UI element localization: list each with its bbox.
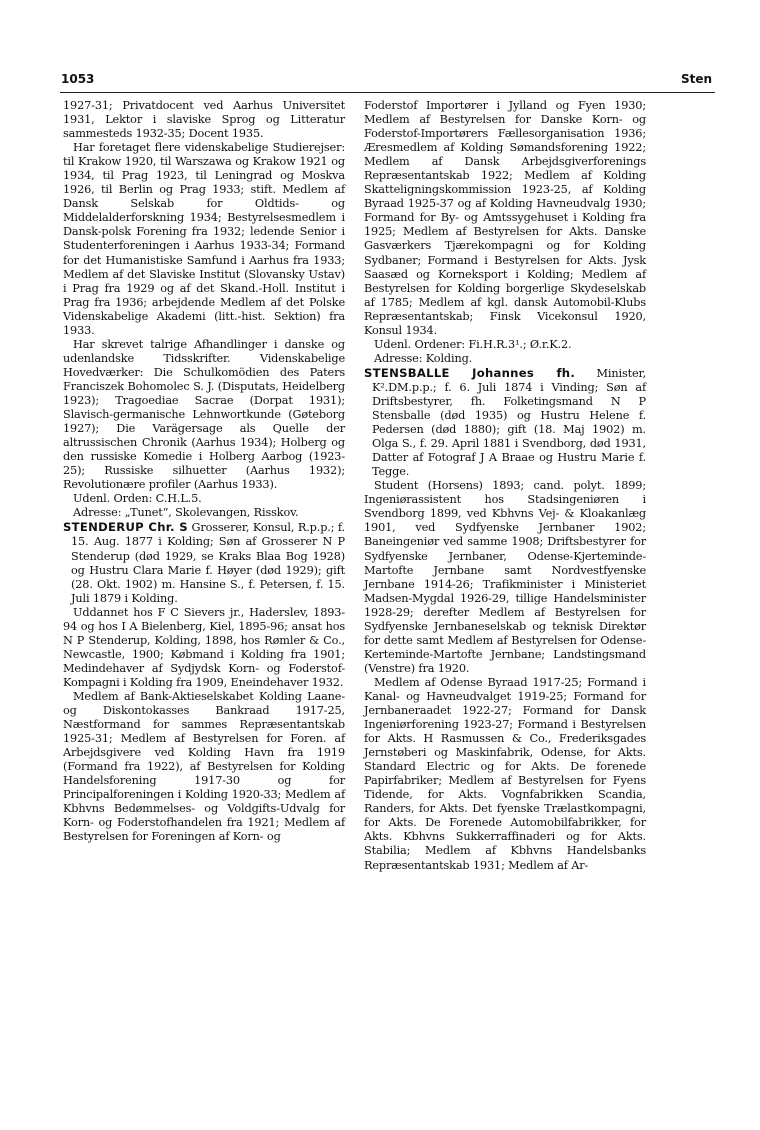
right-column [364, 99, 646, 873]
entry-stenderup-text: Grosserer, Konsul, R.p.p.; f. 15. Aug. 1877 i Kolding; Søn af Grosserer N P Stenderup (død 1929, se Kraks Blaa Bog 1928) og Hustru Clara Marie f. Høyer (død 1929); gift (28. Okt. 1902) m. Hansine S., f. Petersen, f. 15. Juli 1879 i Kolding. [71, 521, 345, 605]
right-address: Adresse: Kolding. [374, 351, 473, 365]
left-orders: Udenl. Orden: C.H.L.5. [73, 492, 202, 506]
entry-stenderup [63, 520, 345, 605]
headword-stensballe: STENSBALLE Johannes fh. [364, 365, 576, 380]
right-paragraph-1: Foderstof Importører i Jylland og Fyen 1930; Medlem af Bestyrelsen for Danske Korn- og Foderstof-Importørers Fællesorganisation 1936; Æresmedlem af Kolding Sømandsforening 1922; Medlem af Dansk Arbejdsgiverforenings Repræsentantskab 1922; Medlem af Kolding Skatteligningskommission 1923-25, af Kolding Byraad 1925-37 og af Kolding Havneudvalg 1930; Formand for By- og Amtssygehuset i Kolding fra 1925; Medlem af Bestyrelsen for Akts. Danske Gasværkers Tjærekompagni og for Kolding Sydbaner; Formand i Bestyrelsen for Akts. Jysk Saasæd og Korneksport i Kolding; Medlem af Bestyrelsen for Kolding borgerlige Skydeselskab af 1785; Medlem af kgl. dansk Automobil-Klubs Repræsentantskab; Finsk Vicekonsul 1920, Konsul 1934. [364, 99, 646, 337]
left-column [63, 99, 345, 844]
entry-stensballe-text: Minister, K².DM.p.p.; f. 6. Juli 1874 i Vinding; Søn af Driftsbestyrer, fh. Folketingsmand N P Stensballe (død 1935) og Hustru Helene f. Pedersen (død 1880); gift (18. Maj 1902) m. Olga S., f. 29. April 1881 i Svendborg, død 1931, Datter af Fotograf J A Braae og Hustru Marie f. Tegge. [372, 366, 646, 479]
entry-stensballe-paragraph-3: Medlem af Odense Byraad 1917-25; Formand i Kanal- og Havneudvalget 1919-25; Formand for Jernbaneraadet 1922-27; Formand for Dansk Ingeniørforening 1923-27; Formand i Bestyrelsen for Akts. H Rasmussen & Co., Frederiksgades Jernstøberi og Maskinfabrik, Odense, for Akts. Standard Electric og for Akts. De forenede Papirfabriker; Medlem af Bestyrelsen for Fyens Tidende, for Akts. Vognfabrikken Scandia, Randers, for Akts. Det fyenske Trælastkompagni, for Akts. De Forenede Automobilfabrikker, for Akts. Kbhvns Sukkerraffinaderi og for Akts. Stabilia; Medlem af Kbhvns Handelsbanks Repræsentantskab 1931; Medlem af Ar- [364, 675, 646, 872]
left-paragraph-1: 1927-31; Privatdocent ved Aarhus Universitet 1931, Lektor i slaviske Sprog og Litteratur sammesteds 1932-35; Docent 1935. [63, 99, 345, 141]
entry-stenderup-paragraph-2: Uddannet hos F C Sievers jr., Haderslev, 1893-94 og hos I A Bielenberg, Kiel, 1895-96; ansat hos N P Stenderup, Kolding, 1898, hos Rømler & Co., Newcastle, 1900; Købmand i Kolding fra 1901; Medindehaver af Sydjydsk Korn- og Foderstof-Kompagni i Kolding fra 1909, Eneindehaver 1932. [63, 605, 345, 689]
left-address: Adresse: „Tunet“, Skolevangen, Risskov. [73, 506, 299, 520]
entry-stenderup-paragraph-3: Medlem af Bank-Aktieselskabet Kolding Laane- og Diskontokasses Bankraad 1917-25, Næstformand for sammes Repræsentantskab 1925-31; Medlem af Bestyrelsen for Foren. af Arbejdsgivere ved Kolding Havn fra 1919 (Formand fra 1922), af Bestyrelsen for Kolding Handelsforening 1917-30 og for Principalforeningen i Kolding 1920-33; Medlem af Kbhvns Bedømmelses- og Voldgifts-Udvalg for Korn- og Foderstofhandelen fra 1921; Medlem af Bestyrelsen for Foreningen af Korn- og [63, 689, 345, 844]
left-paragraph-3: Har skrevet talrige Afhandlinger i danske og udenlandske Tidsskrifter. Videnskabelige Hovedværker: Die Schulkomödien des Paters Franciszek Bohomolec S. J. (Disputats, Heidelberg 1923); Tragoediae Sacrae (Dorpat 1931); Slavisch-germanische Lehnwortkunde (Gøteborg 1927); Die Varägersage als Quelle der altrussischen Chronik (Aarhus 1934); Holberg og den russiske Komedie i Holberg Aarbog (1923-25); Russiske silhuetter (Aarhus 1932); Revolutionære profiler (Aarhus 1933). [63, 337, 345, 492]
headword-stenderup: STENDERUP Chr. S [63, 520, 188, 535]
running-head: Sten [680, 72, 712, 86]
left-paragraph-2: Har foretaget flere videnskabelige Studierejser: til Krakow 1920, til Warszawa og Krakow 1921 og 1934, til Prag 1923, til Leningrad og Moskva 1926, til Berlin og Prag 1933; stift. Medlem af Dansk Selskab for Oldtids- og Middelalderforskning 1934; Bestyrelsesmedlem i Dansk-polsk Forening fra 1932; ledende Senior i Studenterforeningen i Aarhus 1933-34; Formand for det Humanistiske Samfund i Aarhus fra 1933; Medlem af det Slaviske Institut (Slovansky Ustav) i Prag fra 1929 og af det Skand.-Holl. Institut i Prag fra 1936; arbejdende Medlem af det Polske Videnskabelige Akademi (litt.-hist. Sektion) fra 1933. [63, 141, 345, 337]
entry-stensballe-paragraph-2: Student (Horsens) 1893; cand. polyt. 1899; Ingeniørassistent hos Stadsingeniøren i Svendborg 1899, ved Kbhvns Vej- & Kloakanlæg 1901, ved Sydfyenske Jernbaner 1902; Baneingeniør ved samme 1908; Driftsbestyrer for Sydfyenske Jernbaner, Odense-Kjerteminde-Martofte Jernbane samt Nordvestfyenske Jernbane 1914-26; Trafikminister i Ministeriet Madsen-Mygdal 1926-29, tillige Handelsminister 1928-29; derefter Medlem af Bestyrelsen for Sydfyenske Jernbaneselskab og teknisk Direktør for dette samt Medlem af Bestyrelsen for Odense-Kerteminde-Martofte Jernbane; Landstingsmand (Venstre) fra 1920. [364, 479, 646, 675]
entry-stensballe [364, 366, 646, 479]
header-rule [60, 92, 715, 93]
right-orders: Udenl. Ordener: Fi.H.R.3¹.; Ø.r.K.2. [374, 337, 572, 351]
page-number: 1053 [61, 72, 95, 86]
